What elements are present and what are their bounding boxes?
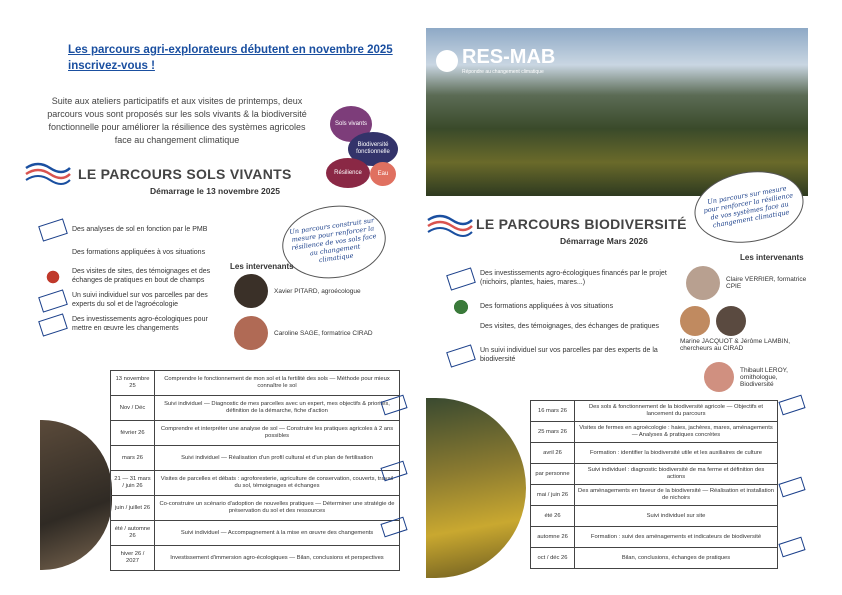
schedule-date: 16 mars 26 (531, 401, 575, 422)
table-row (531, 548, 778, 569)
schedule-description: Des sols & fonctionnement de la biodiversité agricole — Objectifs et lancement du parcours (575, 401, 778, 422)
feature-text: Un suivi individuel sur vos parcelles par des experts du sol et de l'agroécologie (72, 292, 208, 308)
bubble-eau: Eau (370, 162, 396, 186)
table-row (531, 401, 778, 422)
parcours-biodiversite-sub: Démarrage Mars 2026 (560, 236, 648, 246)
table-row (531, 506, 778, 527)
left-header-title: Les parcours agri-explorateurs débutent en novembre 2025 inscrivez-vous ! (68, 44, 393, 72)
schedule-description: Visites de parcelles et débats : agroforesterie, agriculture de conservation, couverts, travail du sol, témoignages et échanges (155, 471, 400, 496)
blank-icon (40, 245, 66, 261)
stamp-icon (38, 218, 68, 241)
feature-item (40, 222, 220, 238)
schedule-date: mai / juin 26 (531, 485, 575, 506)
feature-item (448, 270, 684, 287)
schedule-description: Des aménagements en faveur de la biodiversité — Réalisation et installation de nichoirs (575, 485, 778, 506)
right-schedule-table (530, 400, 778, 569)
avatar (704, 362, 734, 392)
feature-text: Des visites, des témoignages, des échanges de pratiques (480, 322, 659, 330)
schedule-date: 13 novembre 25 (111, 371, 155, 396)
left-intervenants-title: Les intervenants (230, 262, 294, 271)
stamp-icon (38, 313, 68, 336)
schedule-date: été / automne 26 (111, 521, 155, 546)
feature-item (40, 316, 220, 333)
feature-item (448, 299, 684, 315)
person-card (704, 362, 808, 392)
schedule-date: mars 26 (111, 446, 155, 471)
person-card (234, 274, 384, 308)
table-row (531, 422, 778, 443)
schedule-description: Bilan, conclusions, échanges de pratiques (575, 548, 778, 569)
feature-item (40, 268, 220, 285)
left-speech-bubble: Un parcours construit sur mesure pour renforcer la résilience de vos sols face au changement climatique (277, 199, 390, 285)
avatar (234, 316, 268, 350)
plant-icon (40, 269, 66, 285)
feature-item (448, 319, 684, 335)
schedule-date: hiver 26 / 2027 (111, 546, 155, 571)
avatar (234, 274, 268, 308)
table-row (111, 446, 400, 471)
leaf-icon (448, 299, 474, 315)
avatar (716, 306, 746, 336)
person-name: Claire VERRIER, formatrice CPIE (726, 276, 807, 290)
person-card (686, 266, 808, 300)
soil-photo (40, 420, 112, 570)
stamp-icon (778, 537, 805, 558)
table-row (111, 421, 400, 446)
schedule-date: 25 mars 26 (531, 422, 575, 443)
table-row (111, 521, 400, 546)
parcours-sols-title: LE PARCOURS SOLS VIVANTS (78, 166, 292, 182)
schedule-description: Formation : suivi des aménagements et indicateurs de biodiversité (575, 527, 778, 548)
field-photo (426, 398, 526, 578)
bubble-biodiversite: Biodiversité fonctionnelle (348, 132, 398, 166)
schedule-description: Suivi individuel — Diagnostic de mes parcelles avec un expert, mes objectifs & priorités, définition de la démarche, fiche d'action (155, 396, 400, 421)
schedule-date: automne 26 (531, 527, 575, 548)
table-row (531, 443, 778, 464)
resmab-logo-text: RES-MAB (462, 46, 556, 68)
left-intro: Suite aux ateliers participatifs et aux visites de printemps, deux parcours vous sont proposés sur les sols vivants & la biodiversité fonctionnelle pour améliorer la résilience des systèmes agricoles face au changement climatique (47, 96, 307, 145)
feature-item (40, 245, 220, 261)
schedule-description: Co-construire un scénario d'adoption de nouvelles pratiques — Déterminer une stratégie de préservation du sol et des ressources (155, 496, 400, 521)
person-name: Caroline SAGE, formatrice CIRAD (274, 329, 373, 337)
avatar (686, 266, 720, 300)
right-speech-bubble: Un parcours sur mesure pour renforcer la résilience de vos systèmes face au changement climatique (689, 163, 809, 251)
table-row (111, 496, 400, 521)
blank-icon (448, 319, 474, 335)
schedule-description: Suivi individuel : diagnostic biodiversité de ma ferme et définition des actions (575, 464, 778, 485)
parcours-biodiversite-title: LE PARCOURS BIODIVERSITÉ (476, 216, 687, 232)
schedule-description: Comprendre le fonctionnement de mon sol et la fertilité des sols — Méthode pour mieux connaître le sol (155, 371, 400, 396)
schedule-description: Formation : identifier la biodiversité utile et les auxiliaires de culture (575, 443, 778, 464)
stamp-icon (778, 477, 805, 498)
person-name: Marine JACQUOT & Jérôme LAMBIN, chercheurs au CIRAD (680, 338, 791, 352)
feature-text: Des formations appliquées à vos situations (72, 248, 206, 256)
person-card (234, 316, 384, 350)
bubble-sols-vivants: Sols vivants (330, 106, 372, 142)
parcours-sols-sub: Démarrage le 13 novembre 2025 (150, 186, 280, 196)
right-intervenants-title: Les intervenants (740, 253, 804, 262)
avatar (680, 306, 710, 336)
waves-logo-icon (426, 212, 474, 238)
schedule-date: juin / juillet 26 (111, 496, 155, 521)
table-row (531, 527, 778, 548)
stamp-icon (446, 267, 476, 290)
table-row (111, 546, 400, 571)
feature-text: Des analyses de sol en fonction par le PMB (72, 225, 208, 233)
waves-logo-icon (24, 160, 72, 186)
feature-text: Des formations appliquées à vos situations (480, 302, 614, 310)
schedule-date: par personne (531, 464, 575, 485)
table-row (111, 396, 400, 421)
schedule-description: Suivi individuel sur site (575, 506, 778, 527)
person-name: Xavier PITARD, agroécologue (274, 287, 361, 295)
resmab-logo-icon (436, 50, 458, 72)
table-row (531, 464, 778, 485)
schedule-date: février 26 (111, 421, 155, 446)
schedule-description: Investissement d'immersion agro-écologiques — Bilan, conclusions et perspectives (155, 546, 400, 571)
feature-text: Des investissements agro-écologiques pour mettre en œuvre les changements (72, 316, 208, 332)
table-row (531, 485, 778, 506)
table-row (111, 471, 400, 496)
stamp-icon (778, 395, 805, 416)
stamp-icon (446, 344, 476, 367)
feature-item (40, 292, 220, 309)
feature-text: Un suivi individuel sur vos parcelles par des experts de la biodiversité (480, 347, 658, 363)
schedule-date: avril 26 (531, 443, 575, 464)
schedule-date: été 26 (531, 506, 575, 527)
person-name: Thibault LEROY, ornithologue, Biodiversité (740, 366, 788, 388)
resmab-tagline: Répondre au changement climatique (462, 69, 544, 75)
person-card (680, 306, 808, 352)
feature-text: Des investissements agro-écologiques financés par le projet (nichoirs, plantes, haies, mares...) (480, 270, 667, 286)
left-features (40, 222, 220, 333)
schedule-description: Comprendre et interpréter une analyse de sol — Construire les pratiques agricoles à 2 ans possibles (155, 421, 400, 446)
stamp-icon (38, 289, 68, 312)
bubble-resilience: Résilience (326, 158, 370, 188)
schedule-date: 21 — 31 mars / juin 26 (111, 471, 155, 496)
schedule-date: Nov / Déc (111, 396, 155, 421)
schedule-description: Suivi individuel — Accompagnement à la mise en œuvre des changements (155, 521, 400, 546)
schedule-description: Suivi individuel — Réalisation d'un profil cultural et d'un plan de fertilisation (155, 446, 400, 471)
left-schedule-table (110, 370, 400, 571)
schedule-date: oct / déc 26 (531, 548, 575, 569)
right-features (448, 270, 684, 364)
table-row (111, 371, 400, 396)
feature-text: Des visites de sites, des témoignages et des échanges de pratiques en bout de champs (72, 268, 211, 284)
feature-item (448, 347, 684, 364)
schedule-description: Visites de fermes en agroécologie : haies, jachères, mares, aménagements — Analyses & pratiques concrètes (575, 422, 778, 443)
